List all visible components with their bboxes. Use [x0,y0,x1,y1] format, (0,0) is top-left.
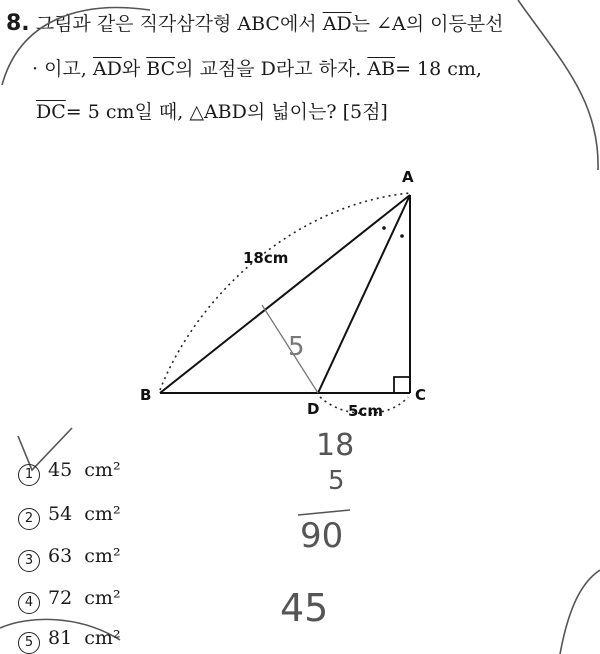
option-value: 54 [48,503,73,525]
option-marker: 4 [18,592,40,614]
vertex-label-b: B [140,386,152,404]
side-ab [160,195,410,393]
handwritten-work-result: 45 [280,586,329,630]
segment-ad: $\overline{AD}$ [322,13,352,35]
option-marker: 1 [18,464,40,486]
question-text: = 18 cm, [395,58,482,80]
pencil-arc [560,570,600,654]
option-unit: cm² [84,503,121,525]
length-dc-label: 5cm [348,402,383,420]
question-text: 그림과 같은 직각삼각형 ABC에서 [35,13,323,35]
option-value: 81 [48,627,73,649]
option-unit: cm² [84,627,121,649]
question-text: · 이고, [32,58,93,80]
option-value: 63 [48,545,73,567]
option-value: 72 [48,587,73,609]
question-text: 의 교점을 D라고 하자. [175,58,368,80]
pencil-mark-5: 5 [288,332,305,362]
option-1[interactable] [18,458,121,486]
segment-dc: $\overline{DC}$ [36,101,66,123]
pencil-arc [518,0,598,170]
option-4[interactable] [18,586,121,614]
vertex-label-a: A [402,168,414,186]
segment-ad-line [318,195,410,393]
option-unit: cm² [84,459,121,481]
option-marker: 5 [18,632,40,654]
option-5[interactable] [18,626,121,654]
option-unit: cm² [84,587,121,609]
angle-dot [382,226,386,230]
right-angle-mark [394,377,410,393]
angle-dot [400,234,404,238]
option-value: 45 [48,459,73,481]
dotted-arc-ab [160,193,410,390]
option-marker: 3 [18,550,40,572]
pencil-underline [298,510,350,515]
handwritten-work-mid: 5 [328,466,345,496]
question-text: 와 [121,58,147,80]
vertex-label-c: C [415,386,427,404]
option-unit: cm² [84,545,121,567]
question-number: 8. [6,11,30,36]
vertex-label-d: D [307,400,320,418]
question-text: = 5 cm일 때, △ABD의 넓이는? [5점] [65,101,388,123]
option-3[interactable] [18,544,121,572]
option-2[interactable] [18,502,121,530]
question-text: 는 ∠A의 이등분선 [351,13,504,35]
pencil-arc [2,8,150,85]
option-marker: 2 [18,508,40,530]
segment-ab: $\overline{AB}$ [367,58,396,80]
segment-ad: $\overline{AD}$ [92,58,122,80]
length-ab-label: 18cm [243,249,289,267]
handwritten-work-product: 90 [300,516,344,556]
segment-bc: $\overline{BC}$ [146,58,176,80]
handwritten-work-top: 18 [316,428,355,463]
